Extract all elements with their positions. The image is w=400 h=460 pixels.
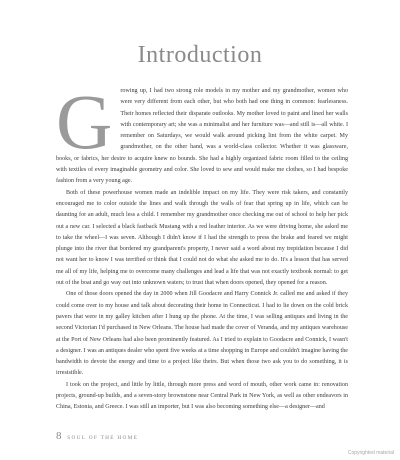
- paragraph-3: One of those doors opened the day in 2000 when Jill Goodacre and Harry Connick Jr. called me and asked if they could come over to my house and talk about decorating their home in Connecticut. I had to lie down on the cold brick pavers that were in my galley kitchen after I hung up the phone. At the time, I was selling antiques and living in the second Victorian I'd purchased in New Orleans. The house had made the cover of Veranda, and my antiques warehouse at the Port of New Orleans had also been prominently featured. As I tried to explain to Goodacre and Connick, I wasn't a designer. I was an antiques dealer who spent five weeks at a time shopping in Europe and couldn't imagine having the bandwidth to devote the energy and time to a project like theirs. But when those two ask you to do something, it is irresistible.: [56, 291, 348, 377]
- drop-cap: G: [56, 78, 113, 165]
- paragraph-1: [56, 78, 348, 188]
- running-title: SOUL OF THE HOME: [67, 435, 139, 441]
- chapter-heading: Introduction: [137, 42, 263, 68]
- paragraph-4: I took on the project, and little by little, through more press and word of mouth, other work came in: renovation projects, ground-up builds, and a seven-story brownstone near Central Park in New York, as well as other endeavors in China, Estonia, and Greece. I was still an importer, but I was also becoming something else—a designer—and: [56, 381, 348, 411]
- copyright-watermark: Copyrighted material: [347, 450, 394, 456]
- page-number: 8: [56, 430, 62, 442]
- paragraph-1-text: rowing up, I had two strong role models in my mother and my grandmother, women who were very different from each other, but who both had one thing in common: fearlessness. Their homes reflected their disparate outlooks. My mother loved to paint and lined her walls with contemporary art; she was a minimalist and her furniture was—and still is—all white. I remember on Saturdays, we would walk around picking lint from the white carpet. My grandmother, on the other hand, was a world-class collector. Whether it was glassware, books, or fabrics, her desire to acquire knew no bounds. She had a highly organized fabric room filled to the ceiling with textiles of every imaginable geometry and color. She loved to sew and would make me clothes, so I had bespoke fashion from a very young age.: [56, 88, 348, 185]
- paragraph-2: Both of these powerhouse women made an indelible impact on my life. They were risk takers, and constantly encouraged me to color outside the lines and walk through the walls of fear that spring up in life, which can be daunting for an adult, much less a child. I remember my grandmother once checking me out of school to help her pick out a new car. I selected a black fastback Mustang with a red leather interior. As we were driving home, she asked me to take the wheel—I was seven. Although I didn't know if I had the strength to press the brake and feared we might plunge into the river that bordered my grandparent's property, I never said a word about my trepidation because I did not want her to know I was terrified or think that I could not do what she asked me to do. It's a lesson that has served me all of my life, helping me to overcome many challenges and lead a life that was not exactly textbook normal: to get out of the boat and go way out into unknown waters; to trust that when doors opened, they opened for a reason.: [56, 189, 348, 287]
- page-footer: [56, 430, 138, 442]
- chapter-body: [56, 78, 348, 414]
